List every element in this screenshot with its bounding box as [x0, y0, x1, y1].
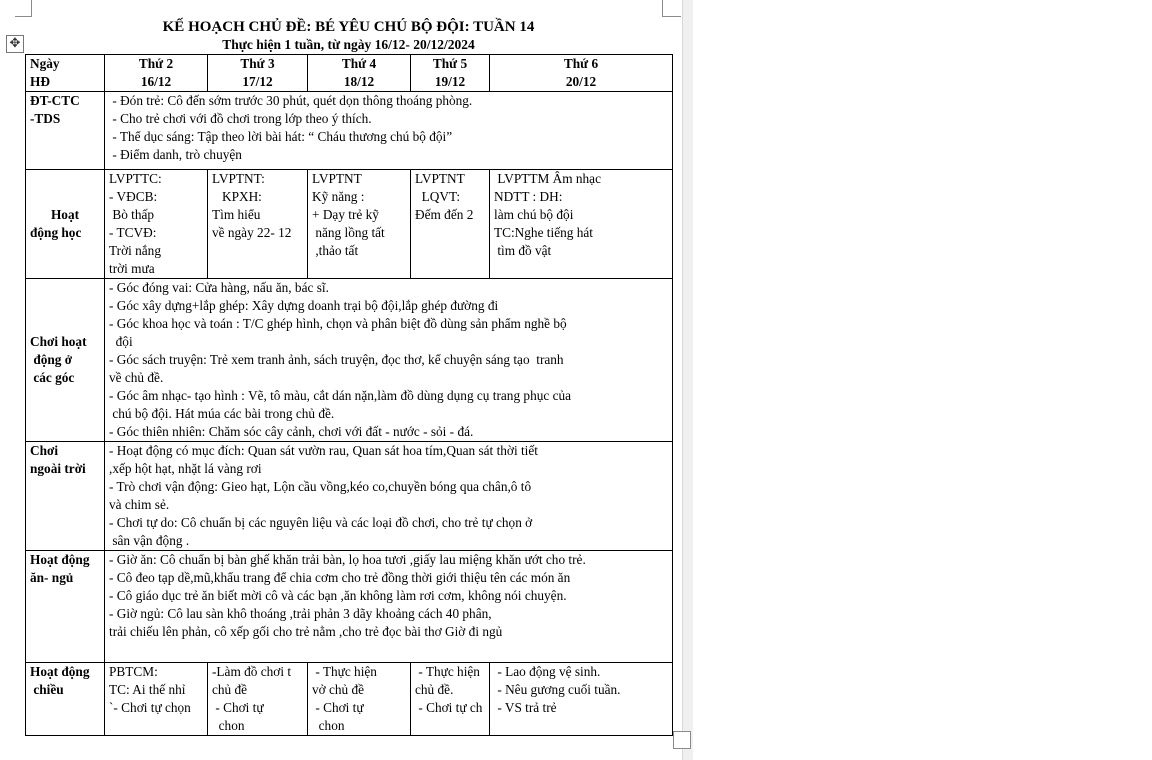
row-label-line: chiều	[30, 682, 64, 697]
cell-line: làm chú bộ đội	[494, 207, 574, 222]
row-content	[105, 551, 673, 663]
content-line: - Góc đóng vai: Cửa hàng, nấu ăn, bác sĩ.	[109, 280, 329, 295]
row-label-line: ĐT-CTC	[30, 93, 80, 108]
content-line: - Giờ ngủ: Cô lau sàn khô thoáng ,trải phản 3 dãy khoảng cách 40 phân,	[109, 606, 492, 621]
day-date: 18/12	[343, 74, 375, 89]
cell-thursday	[411, 170, 490, 279]
cell-line: vở chủ đề	[312, 682, 365, 697]
content-line: - Góc sách truyện: Trẻ xem tranh ảnh, sách truyện, đọc thơ, kể chuyện sáng tạo tranh	[109, 352, 564, 367]
header-label: HĐ	[30, 74, 50, 89]
content-line: - Thể dục sáng: Tập theo lời bài hát: “ Cháu thương chú bộ đội”	[109, 129, 453, 144]
row-label-line: động ở	[30, 352, 73, 367]
cell-line: tìm đồ vật	[494, 243, 552, 258]
row-chieu	[26, 663, 673, 736]
cell-monday	[105, 170, 208, 279]
row-label	[26, 279, 105, 442]
row-label-line: -TDS	[30, 111, 61, 126]
cell-line: - Lao động vệ sinh.	[494, 664, 601, 679]
cell-line: - VS trả trẻ	[494, 700, 557, 715]
document-subtitle: Thực hiện 1 tuần, từ ngày 16/12- 20/12/2024	[222, 37, 475, 52]
cell-line: Kỹ năng :	[312, 189, 365, 204]
cell-line: Trời nắng	[109, 243, 161, 258]
row-label-line: ngoài trời	[30, 461, 86, 476]
content-line: và chim sẻ.	[109, 497, 170, 512]
document-title: KẾ HOẠCH CHỦ ĐỀ: BÉ YÊU CHÚ BỘ ĐỘI: TUẦN 14	[162, 19, 535, 35]
content-line: - Điểm danh, trò chuyện	[109, 147, 242, 162]
cell-line: LVPTNT	[415, 171, 465, 186]
cell-line: trời mưa	[109, 261, 155, 276]
day-date: 20/12	[565, 74, 597, 89]
day-date: 17/12	[242, 74, 273, 89]
content-line: - Hoạt động có mục đích: Quan sát vườn rau, Quan sát hoa tím,Quan sát thời tiết	[109, 443, 538, 458]
header-day	[208, 55, 308, 92]
row-label	[26, 170, 105, 279]
cell-line: NDTT : DH:	[494, 189, 563, 204]
content-line: - Góc xây dựng+lắp ghép: Xây dựng doanh trại bộ đội,lắp ghép đường đi	[109, 298, 499, 313]
row-label-line: động học	[30, 225, 82, 240]
cell-line: LQVT:	[415, 189, 461, 204]
header-day-activity	[26, 55, 105, 92]
cell-friday	[490, 170, 673, 279]
cell-tuesday	[208, 663, 308, 736]
row-label	[26, 663, 105, 736]
content-line: - Cho trẻ chơi với đồ chơi trong lớp theo ý thích.	[109, 111, 372, 126]
row-label-line: ăn- ngủ	[30, 570, 74, 585]
content-line: sân vận động .	[109, 533, 190, 548]
cell-line: chủ đề	[212, 682, 248, 697]
row-label	[26, 92, 105, 170]
cell-wednesday	[308, 170, 411, 279]
content-line: - Góc thiên nhiên: Chăm sóc cây cảnh, chơi với đất - nước - sỏi - đá.	[109, 424, 474, 439]
content-line: đội	[109, 334, 133, 349]
cell-monday	[105, 663, 208, 736]
content-line: - Chơi tự do: Cô chuẩn bị các nguyên liệu và các loại đồ chơi, cho trẻ tự chọn ở	[109, 515, 533, 530]
table-move-handle-icon[interactable]: ✥	[6, 35, 24, 53]
cell-line: `- Chơi tự chọn	[109, 700, 191, 715]
row-don-tre	[26, 92, 673, 170]
cell-line: - Chơi tự	[212, 700, 264, 715]
cell-line: về ngày 22- 12	[212, 225, 292, 240]
day-name: Thứ 6	[563, 56, 599, 71]
cell-wednesday	[308, 663, 411, 736]
crop-mark-top-right	[662, 0, 681, 17]
cell-line: Đếm đến 2	[415, 207, 474, 222]
cell-line: ,thảo tất	[312, 243, 359, 258]
document-scroll-gutter[interactable]	[682, 0, 693, 760]
cell-line: - Nêu gương cuối tuần.	[494, 682, 621, 697]
cell-line: TC: Ai thế nhỉ	[109, 682, 186, 697]
cell-line: TC:Nghe tiếng hát	[494, 225, 593, 240]
row-label-line: Chơi	[30, 443, 59, 458]
content-line: - Góc khoa học và toán : T/C ghép hình, chọn và phân biệt đồ dùng sản phẩm nghề bộ	[109, 316, 567, 331]
cell-friday	[490, 663, 673, 736]
row-label	[26, 551, 105, 663]
cell-line: LVPTNT	[312, 171, 362, 186]
content-line: trải chiếu lên phản, cô xếp gối cho trẻ nằm ,cho trẻ đọc bài thơ Giờ đi ngủ	[109, 624, 503, 639]
content-line: - Trò chơi vận động: Gieo hạt, Lộn cầu vồng,kéo co,chuyền bóng qua chân,ô tô	[109, 479, 532, 494]
cell-line: PBTCM:	[109, 664, 158, 679]
weekly-plan-table	[25, 54, 673, 736]
content-line: - Cô giáo dục trẻ ăn biết mời cô và các bạn ,ăn không làm rơi cơm, không nói chuyện.	[109, 588, 567, 603]
row-content	[105, 442, 673, 551]
day-name: Thứ 5	[432, 56, 468, 71]
header-row	[26, 55, 673, 92]
cell-line: chủ đề.	[415, 682, 454, 697]
cell-line: - VĐCB:	[109, 189, 158, 204]
content-line: về chủ đề.	[109, 370, 164, 385]
day-date: 16/12	[140, 74, 172, 89]
day-name: Thứ 2	[138, 56, 174, 71]
crop-mark-top-left	[15, 0, 32, 17]
content-line: ,xếp hột hạt, nhặt lá vàng rơi	[109, 461, 262, 476]
row-content	[105, 279, 673, 442]
row-label	[26, 442, 105, 551]
cell-line: chon	[312, 718, 345, 733]
cell-line: -Làm đồ chơi t	[212, 664, 292, 679]
row-an-ngu	[26, 551, 673, 663]
cell-line: LVPTNT:	[212, 171, 265, 186]
cell-line: - TCVĐ:	[109, 225, 157, 240]
content-line: - Giờ ăn: Cô chuẩn bị bàn ghế khăn trải bàn, lọ hoa tươi ,giấy lau miệng khăn ướt cho trẻ.	[109, 552, 586, 567]
header-day	[411, 55, 490, 92]
row-label-line: các góc	[30, 370, 75, 385]
row-label-line: Hoạt động	[30, 552, 90, 567]
cell-thursday	[411, 663, 490, 736]
cell-line: Bò thấp	[109, 207, 155, 222]
cell-line: LVPTTM Âm nhạc	[494, 171, 601, 186]
row-label-line: Hoạt	[50, 207, 80, 222]
end-of-cell-marker-icon	[673, 731, 691, 749]
row-hoat-dong-hoc	[26, 170, 673, 279]
cell-line: năng lồng tất	[312, 225, 385, 240]
day-name: Thứ 3	[240, 56, 275, 71]
content-line: chú bộ đội. Hát múa các bài trong chủ đề.	[109, 406, 335, 421]
cell-line: - Thực hiện	[312, 664, 377, 679]
day-name: Thứ 4	[341, 56, 377, 71]
row-label-line: Chơi hoạt	[30, 334, 87, 349]
row-content	[105, 92, 673, 170]
header-day	[105, 55, 208, 92]
header-day	[490, 55, 673, 92]
header-label: Ngày	[30, 56, 60, 71]
cell-line: + Dạy trẻ kỹ	[312, 207, 379, 222]
row-label-line: Hoạt động	[30, 664, 90, 679]
content-line: - Đón trẻ: Cô đến sớm trước 30 phút, quét dọn thông thoáng phòng.	[109, 93, 473, 108]
cell-line: - Chơi tự ch	[415, 700, 483, 715]
cell-line: KPXH:	[212, 189, 262, 204]
cell-line: LVPTTC:	[109, 171, 162, 186]
content-line: - Cô đeo tạp dề,mũ,khẩu trang để chia cơm cho trẻ đồng thời giới thiệu tên các món ăn	[109, 570, 571, 585]
cell-line: chon	[212, 718, 245, 733]
cell-line: Tìm hiểu	[212, 207, 261, 222]
row-choi-goc	[26, 279, 673, 442]
cell-line: - Chơi tự	[312, 700, 364, 715]
day-date: 19/12	[434, 74, 466, 89]
header-day	[308, 55, 411, 92]
content-line: - Góc âm nhạc- tạo hình : Vẽ, tô màu, cắt dán nặn,làm đồ dùng dụng cụ trang phục của	[109, 388, 572, 403]
row-choi-ngoai-troi	[26, 442, 673, 551]
cell-line: - Thực hiện	[415, 664, 480, 679]
cell-tuesday	[208, 170, 308, 279]
